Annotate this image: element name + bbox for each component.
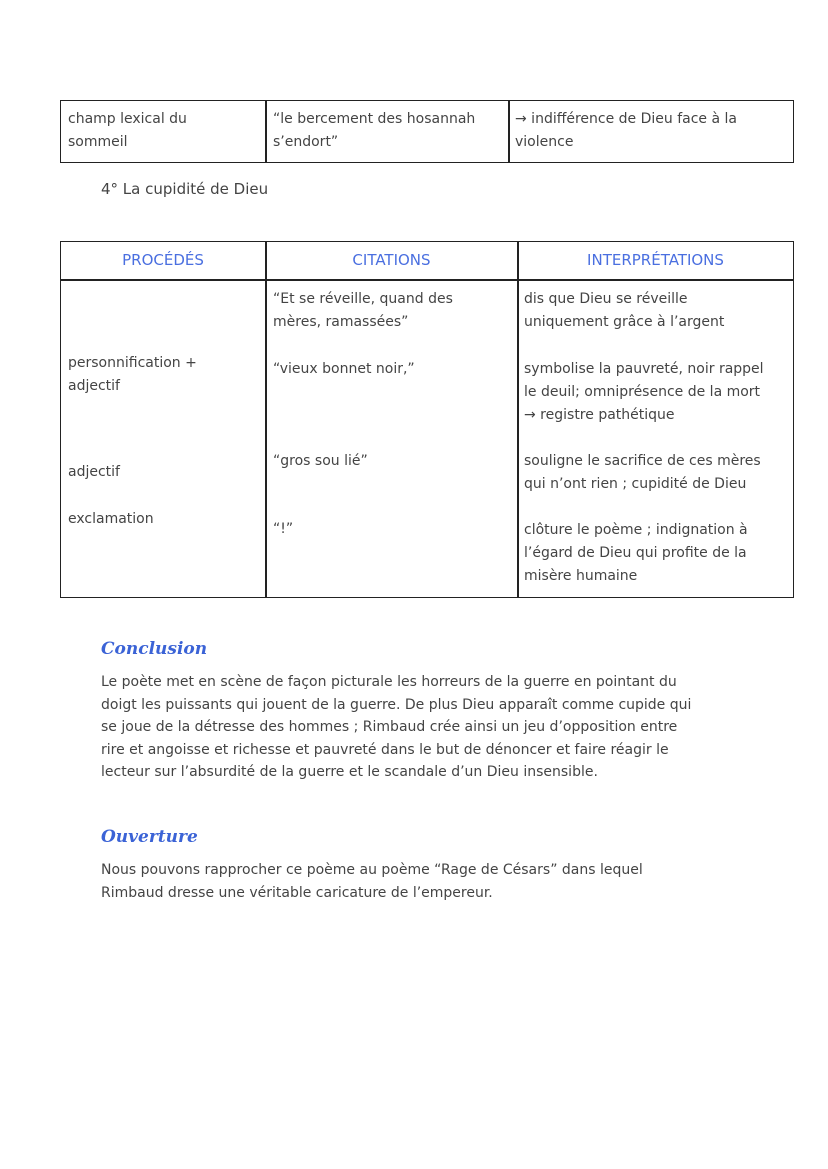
ouverture-heading: Ouverture [101,827,198,847]
citation: “Et se réveille, quand des [273,291,453,307]
cell-line: champ lexical du [68,111,187,127]
procede: adjectif [68,464,120,480]
interpretation: qui n’ont rien ; cupidité de Dieu [524,476,747,492]
header-procedes: PROCÉDÉS [122,251,204,269]
cell-line: → indifférence de Dieu face à la [515,111,737,127]
citation: “!” [273,521,294,537]
subheading: 4° La cupidité de Dieu [101,180,269,198]
citation: “vieux bonnet noir,” [273,361,415,377]
cell-line: s’endort” [273,134,339,150]
header-citations: CITATIONS [352,251,431,269]
procede: adjectif [68,378,120,394]
conclusion-line: doigt les puissants qui jouent de la guerre. De plus Dieu apparaît comme cupide qui [101,696,692,713]
citation: “gros sou lié” [273,453,368,469]
ouverture-line: Rimbaud dresse une véritable caricature de l’empereur. [101,884,493,901]
interpretation: symbolise la pauvreté, noir rappel [524,361,764,377]
cell-line: “le bercement des hosannah [273,111,476,127]
table-sommeil [60,100,794,163]
ouverture-line: Nous pouvons rapprocher ce poème au poème “Rage de Césars” dans lequel [101,862,643,878]
conclusion-line: rire et angoisse et richesse et pauvreté dans le but de dénoncer et faire réagir le [101,741,669,758]
conclusion-line: se joue de la détresse des hommes ; Rimbaud crée ainsi un jeu d’opposition entre [101,719,678,735]
cell-citation [273,108,475,154]
interpretation: clôture le poème ; indignation à [524,522,748,538]
interpretation: dis que Dieu se réveille [524,291,688,307]
table-cupidite [60,241,794,598]
interpretation: misère humaine [524,568,638,584]
ouverture-text [101,859,643,904]
interpretation: souligne le sacrifice de ces mères [524,453,761,469]
procede: exclamation [68,511,154,527]
cell-procede [68,108,187,154]
conclusion-line: Le poète met en scène de façon picturale les horreurs de la guerre en pointant du [101,674,677,690]
citation: mères, ramassées” [273,314,409,330]
interpretation: le deuil; omniprésence de la mort [524,384,761,400]
cell-line: violence [515,134,574,150]
interpretation: → registre pathétique [524,407,675,423]
conclusion-text [101,671,691,784]
interpretation: l’égard de Dieu qui profite de la [524,545,747,561]
interpretation: uniquement grâce à l’argent [524,314,725,330]
procede: personnification + [68,355,197,371]
header-interpretations: INTERPRÉTATIONS [587,251,724,269]
conclusion-heading: Conclusion [101,639,208,659]
cell-line: sommeil [68,134,128,150]
conclusion-line: lecteur sur l’absurdité de la guerre et le scandale d’un Dieu insensible. [101,764,598,780]
cell-interpretation [515,108,737,154]
